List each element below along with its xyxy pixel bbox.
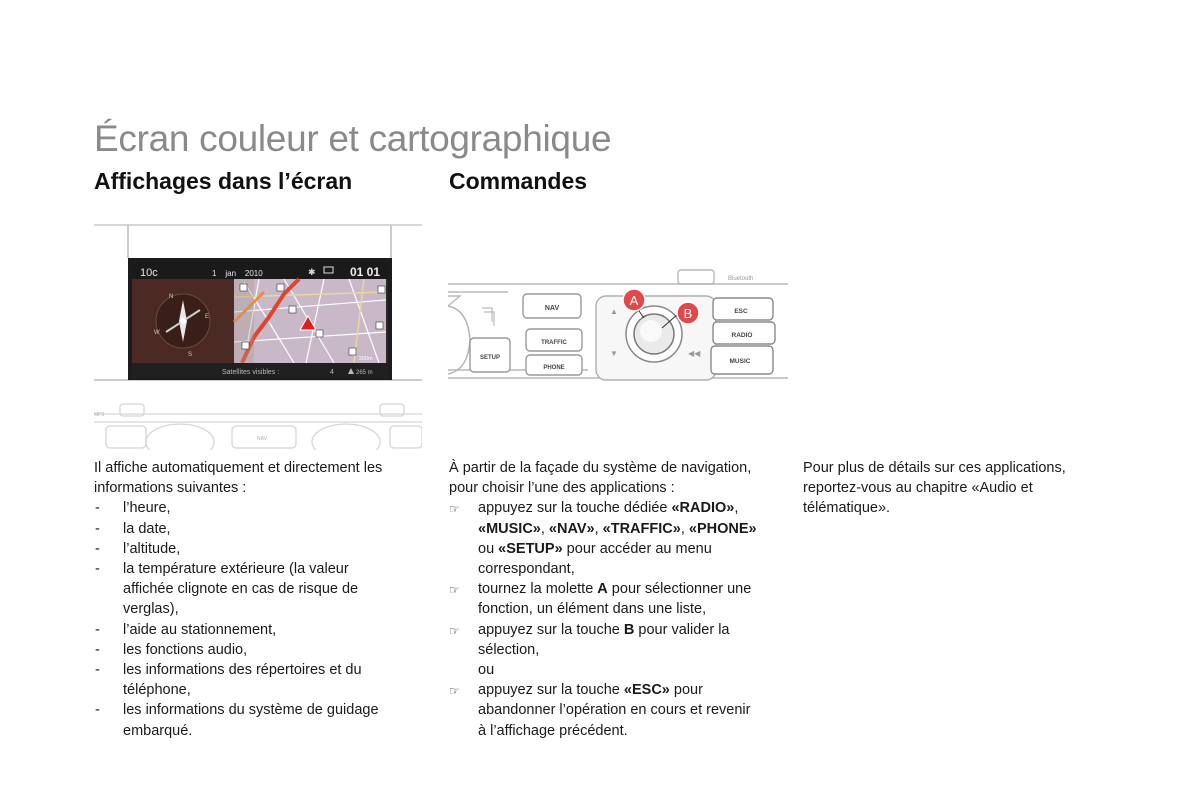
control-panel-illustration <box>448 266 788 384</box>
music-button-label: MUSIC <box>729 358 751 365</box>
traffic-button-label: TRAFFIC <box>541 340 567 346</box>
list-item: ☞ appuyez sur la touche «ESC» pour abandonner l’opération en cours et revenir à l’affichage précédent. <box>449 682 751 739</box>
section-heading-commands: Commandes <box>449 168 588 194</box>
commands-description <box>449 458 779 741</box>
altitude-value: 265 m <box>356 370 373 376</box>
list-item: - l’altitude, <box>95 540 181 557</box>
nav-button-label: NAV <box>544 305 560 312</box>
phone-button-label: PHONE <box>543 365 565 371</box>
callout-b-label: B <box>683 306 693 321</box>
compass-s: S <box>188 352 193 358</box>
down-arrow-icon[interactable]: ▼ <box>610 349 618 358</box>
list-item: - l’aide au stationnement, <box>95 621 277 638</box>
compass-w: W <box>154 330 160 336</box>
hand-pointer-icon: ☞ <box>449 684 460 699</box>
display-description <box>94 458 414 741</box>
note-line: télématique». <box>803 500 891 517</box>
callout-a-label: A <box>629 293 639 308</box>
list-item: - la date, <box>95 520 171 537</box>
intro-line: pour choisir l’une des applications : <box>449 480 675 497</box>
hand-pointer-icon: ☞ <box>449 583 460 598</box>
page-title: Écran couleur et cartographique <box>94 118 612 159</box>
note-line: Pour plus de détails sur ces applications, <box>803 460 1066 476</box>
intro-line: À partir de la façade du système de navigation, <box>449 460 752 476</box>
section-heading-display: Affichages dans l’écran <box>94 168 353 194</box>
screen-temperature: 10c <box>140 267 158 279</box>
list-item: ☞ appuyez sur la touche B pour valider la sélection, ou <box>449 621 730 679</box>
satellites-label: Satellites visibles : <box>222 369 280 376</box>
console-nav-label: NAV <box>257 436 267 442</box>
screen-time: 01 01 <box>350 265 381 279</box>
further-details-note <box>803 458 1103 519</box>
setup-button-label: SETUP <box>479 355 501 361</box>
list-item: ☞ tournez la molette A pour sélectionner une fonction, un élément dans une liste, <box>449 581 752 618</box>
intro-line: informations suivantes : <box>94 480 247 497</box>
satellites-count: 4 <box>330 369 334 376</box>
hand-pointer-icon: ☞ <box>449 502 460 517</box>
intro-line: Il affiche automatiquement et directement les <box>94 460 383 476</box>
esc-button-label: ESC <box>734 308 748 315</box>
bluetooth-icon: ✱ <box>308 267 316 277</box>
list-item: ☞ appuyez sur la touche dédiée «RADIO», «MUSIC», «NAV», «TRAFFIC», «PHONE» ou «SETUP» pour accéder au menu correspondant, <box>449 500 757 578</box>
list-item: - les fonctions audio, <box>95 641 248 658</box>
map-scale: 200m <box>359 356 373 362</box>
list-item: - les informations des répertoires et du téléphone, <box>95 662 362 699</box>
compass-e: E <box>205 314 210 320</box>
hand-pointer-icon: ☞ <box>449 623 460 638</box>
up-arrow-icon[interactable]: ▲ <box>610 307 618 316</box>
compass-n: N <box>169 294 174 300</box>
screen-illustration <box>94 222 422 450</box>
list-item: - l’heure, <box>95 500 171 517</box>
note-line: reportez-vous au chapitre «Audio et <box>803 480 1033 497</box>
radio-button-label: RADIO <box>731 332 753 339</box>
bluetooth-label: Bluetooth <box>728 276 754 282</box>
mp3-label: MP3 <box>94 412 105 418</box>
list-item: - la température extérieure (la valeur affichée clignote en cas de risque de verglas), <box>95 561 359 618</box>
list-item: - les informations du système de guidage embarqué. <box>95 702 379 739</box>
rewind-icon[interactable]: ◀◀ <box>688 349 701 358</box>
screen-date: 1 jan 2010 <box>212 269 263 278</box>
